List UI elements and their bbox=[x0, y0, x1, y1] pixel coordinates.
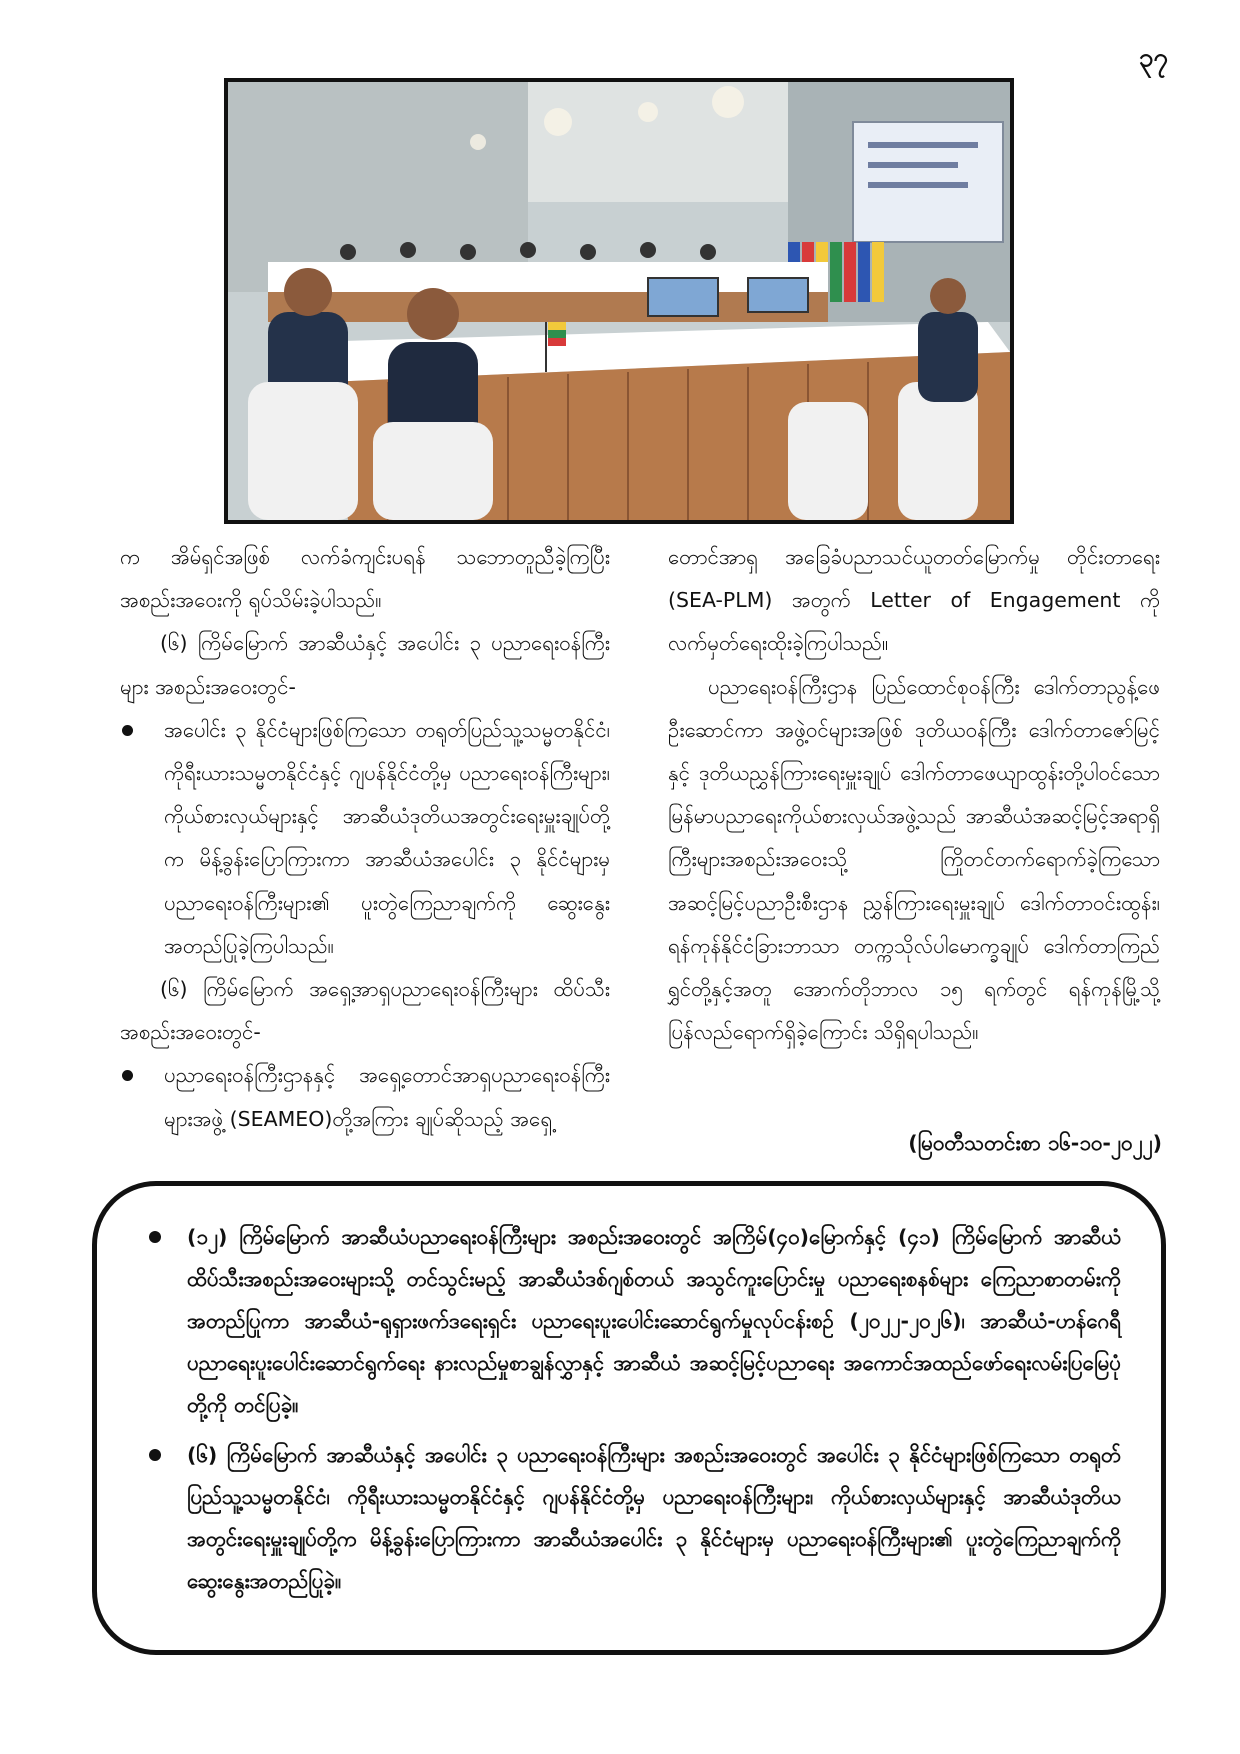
left-bullet-text-2: ပညာရေးဝန်ကြီးဌာနနှင့် အရှေ့တောင်အာရှပညာရေးဝန်ကြီးများအဖွဲ့ (SEAMEO)တို့အကြား ချုပ်ဆိုသည့် အရှေ့ bbox=[164, 1063, 610, 1131]
left-paragraph-heading-1: (၆) ကြိမ်မြောက် အာဆီယံနှင့် အပေါင်း ၃ ပညာရေးဝန်ကြီးများ အစည်းအဝေးတွင်- bbox=[120, 631, 610, 699]
conference-room-illustration bbox=[228, 82, 1010, 520]
left-bullet-item bbox=[120, 1054, 610, 1140]
right-column bbox=[668, 536, 1160, 1054]
bullet-icon bbox=[122, 1070, 133, 1081]
page-number: ၃၇ bbox=[1138, 43, 1168, 73]
right-paragraph-2: ပညာရေးဝန်ကြီးဌာန ပြည်ထောင်စုဝန်ကြီး ဒေါက်တာညွန့်ဖေဦးဆောင်ကာ အဖွဲ့ဝင်များအဖြစ် ဒုတိယဝန်ကြီး ဒေါက်တာဇော်မြင့်နှင့် ဒုတိယညွှန်ကြားရေးမှူးချုပ် ဒေါက်တာဖေယျာထွန်းတို့ပါဝင်သော မြန်မာပညာရေးကိုယ်စားလှယ်အဖွဲ့သည် အာဆီယံအဆင့်မြင့်အရာရှိကြီးများအစည်းအဝေးသို့ ကြိုတင်တက်ရောက်ခဲ့ကြသော အဆင့်မြင့်ပညာဦးစီးဌာန ညွှန်ကြားရေးမှူးချုပ် ဒေါက်တာဝင်းထွန်း၊ ရန်ကုန်နိုင်ငံခြားဘာသာ တက္ကသိုလ်ပါမောက္ခချုပ် ဒေါက်တာကြည်ရွှင်တို့နှင့်အတူ အောက်တိုဘာလ ၁၅ ရက်တွင် ရန်ကုန်မြို့သို့ ပြန်လည်ရောက်ရှိခဲ့ကြောင်း သိရှိရပါသည်။ bbox=[668, 674, 1160, 1045]
summary-box bbox=[92, 1181, 1166, 1655]
bullet-icon bbox=[149, 1231, 161, 1243]
left-paragraph-heading-2: (၆) ကြိမ်မြောက် အရှေ့အာရှပညာရေးဝန်ကြီးများ ထိပ်သီးအစည်းအဝေးတွင်- bbox=[120, 977, 610, 1045]
source-citation: (မြဝတီသတင်းစာ ၁၆-၁၀-၂၀၂၂) bbox=[908, 1131, 1162, 1155]
left-paragraph-continued: က အိမ်ရှင်အဖြစ် လက်ခံကျင်းပရန် သဘောတူညီခဲ့ကြပြီး အစည်းအဝေးကို ရုပ်သိမ်းခဲ့ပါသည်။ bbox=[120, 545, 610, 613]
left-column bbox=[120, 536, 610, 1141]
left-bullet-item bbox=[120, 709, 610, 968]
summary-item-text-2: (၆) ကြိမ်မြောက် အာဆီယံနှင့် အပေါင်း ၃ ပညာရေးဝန်ကြီးများ အစည်းအဝေးတွင် အပေါင်း ၃ နိုင်ငံများဖြစ်ကြသော တရုတ်ပြည်သူ့သမ္မတနိုင်ငံ၊ ကိုရီးယားသမ္မတနိုင်ငံနှင့် ဂျပန်နိုင်ငံတို့မှ ပညာရေးဝန်ကြီးများ၊ ကိုယ်စားလှယ်များနှင့် အာဆီယံဒုတိယအတွင်းရေးမှူးချုပ်တို့က မိန့်ခွန်းပြောကြားကာ အာဆီယံအပေါင်း ၃ နိုင်ငံများမှ ပညာရေးဝန်ကြီးများ၏ ပူးတွဲကြေညာချက်ကို ဆွေးနွေးအတည်ပြုခဲ့။ bbox=[187, 1443, 1121, 1593]
summary-item bbox=[137, 1216, 1121, 1426]
right-paragraph-1: တောင်အာရှ အခြေခံပညာသင်ယူတတ်မြောက်မှု တိုင်းတာရေး (SEA-PLM) အတွက် Letter of Engagement ကို လက်မှတ်ရေးထိုးခဲ့ကြပါသည်။ bbox=[668, 545, 1160, 656]
summary-item-text-1: (၁၂) ကြိမ်မြောက် အာဆီယံပညာရေးဝန်ကြီးများ အစည်းအဝေးတွင် အကြိမ်(၄၀)မြောက်နှင့် (၄၁) ကြိမ်မြောက် အာဆီယံထိပ်သီးအစည်းအဝေးများသို့ တင်သွင်းမည့် အာဆီယံဒစ်ဂျစ်တယ် အသွင်ကူးပြောင်းမှု ပညာရေးစနစ်များ ကြေညာစာတမ်းကို အတည်ပြုကာ အာဆီယံ-ရုရှားဖက်ဒရေးရှင်း ပညာရေးပူးပေါင်းဆောင်ရွက်မှုလုပ်ငန်းစဉ် (၂၀၂၂-၂၀၂၆)၊ အာဆီယံ-ဟန်ဂေရီ ပညာရေးပူးပေါင်းဆောင်ရွက်ရေး နားလည်မှုစာချွန်လွှာနှင့် အာဆီယံ အဆင့်မြင့်ပညာရေး အကောင်အထည်ဖော်ရေးလမ်းပြမြေပုံတို့ကို တင်ပြခဲ့။ bbox=[187, 1225, 1121, 1417]
meeting-photo bbox=[224, 78, 1014, 524]
bullet-icon bbox=[122, 725, 133, 736]
left-bullet-text-1: အပေါင်း ၃ နိုင်ငံများဖြစ်ကြသော တရုတ်ပြည်သူ့သမ္မတနိုင်ငံ၊ ကိုရီးယားသမ္မတနိုင်ငံနှင့် ဂျပန်နိုင်ငံတို့မှ ပညာရေးဝန်ကြီးများ၊ ကိုယ်စားလှယ်များနှင့် အာဆီယံဒုတိယအတွင်းရေးမှူးချုပ်တို့က မိန့်ခွန်းပြောကြားကာ အာဆီယံအပေါင်း ၃ နိုင်ငံများမှ ပညာရေးဝန်ကြီးများ၏ ပူးတွဲကြေညာချက်ကို ဆွေးနွေးအတည်ပြုခဲ့ကြပါသည်။ bbox=[164, 717, 610, 958]
bullet-icon bbox=[149, 1449, 161, 1461]
summary-item bbox=[137, 1434, 1121, 1602]
